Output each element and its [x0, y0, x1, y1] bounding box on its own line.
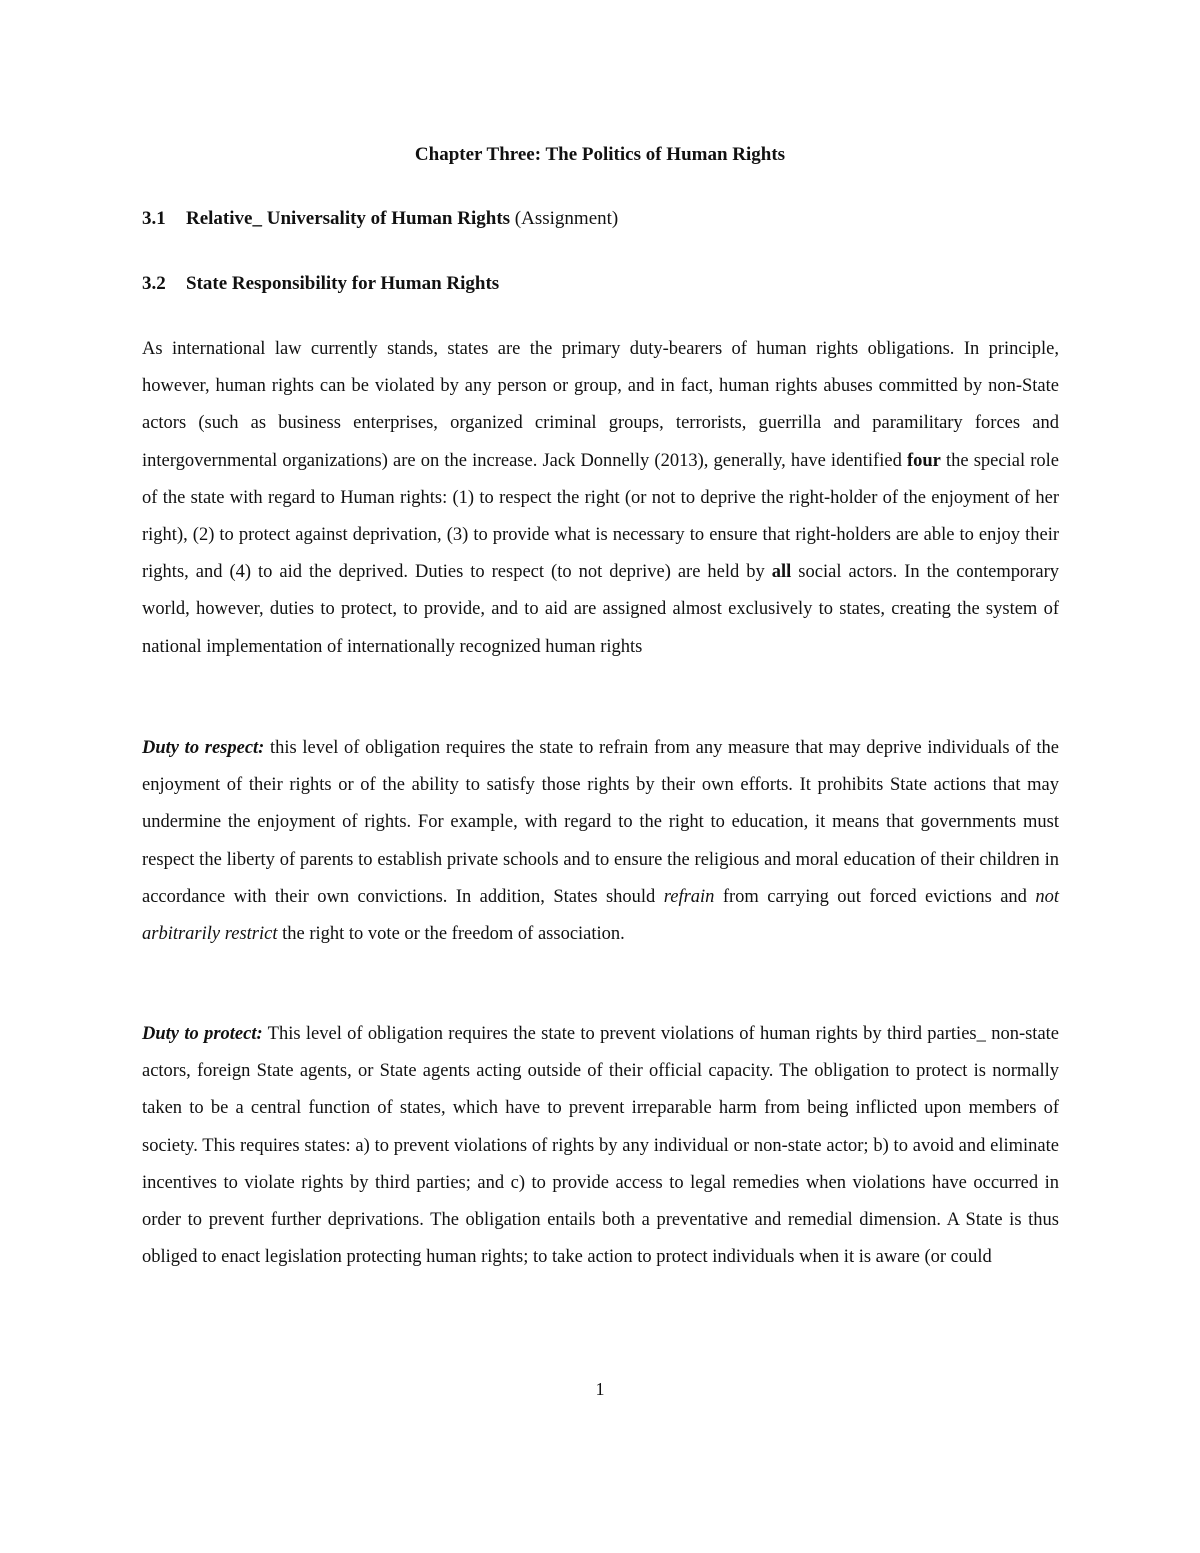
paragraph-state-duties: [142, 331, 1059, 666]
emphasis-four: four: [906, 450, 941, 471]
page-number: 1: [595, 1379, 605, 1399]
section-title: State Responsibility for Human Rights: [186, 273, 500, 294]
paragraph-duty-to-protect: [142, 1016, 1059, 1276]
paragraph-duty-to-respect: [142, 730, 1059, 953]
paragraph-lead-term: Duty to protect:: [142, 1024, 263, 1044]
text-run: This level of obligation requires the state to prevent violations of human rights by third parties_ non-state actors, foreign State agents, or State agents acting outside of their official capacity. The obligation to protect is normally taken to be a central function of states, which have to prevent irreparable harm from being inflicted upon members of society. This requires states: a) to prevent violations of rights by any individual or non-state actor; b) to avoid and eliminate incentives to violate rights by third parties; and c) to provide access to legal remedies when violations have occurred in order to prevent further deprivations. The obligation entails both a preventative and remedial dimension. A State is thus obliged to enact legislation protecting human rights; to take action to protect individuals when it is aware (or could: [142, 1024, 1060, 1268]
text-run: social actors. In the contemporary world, however, duties to protect, to provide, and to aid are assigned almost exclusively to states, creating the system of national implementation of internationally recognized human rights: [142, 562, 1059, 657]
section-number: 3.1: [142, 208, 166, 229]
emphasis-refrain: refrain: [663, 886, 715, 907]
text-run: this level of obligation requires the state to refrain from any measure that may deprive individuals of the enjoyment of their rights or of the ability to satisfy those rights by their own efforts. It prohibits State actions that may undermine the enjoyment of rights. For example, with regard to the right to education, it means that governments must respect the liberty of parents to establish private schools and to ensure the religious and moral education of their children in accordance with their own convictions. In addition, States should: [142, 738, 1059, 907]
emphasis-all: all: [771, 562, 792, 583]
section-number: 3.2: [142, 273, 166, 294]
section-heading-3-2: [142, 270, 499, 298]
emphasis-not-arbitrarily-restrict: not arbitrarily restrict: [142, 886, 1059, 945]
section-title-note: (Assignment): [510, 208, 619, 229]
text-run: As international law currently stands, states are the primary duty-bearers of human rights obligations. In principle, however, human rights can be violated by any person or group, and in fact, human rights abuses committed by non-State actors (such as business enterprises, organized criminal groups, terrorists, guerrilla and paramilitary forces and intergovernmental organizations) are on the increase. Jack Donnelly (2013), generally, have identified: [142, 339, 1059, 471]
paragraph-lead-term: Duty to respect:: [142, 738, 265, 758]
section-heading-3-1: [142, 205, 618, 233]
chapter-title: Chapter Three: The Politics of Human Rights: [414, 144, 786, 165]
text-run: the right to vote or the freedom of association.: [277, 924, 625, 945]
section-title: Relative_ Universality of Human Rights: [186, 208, 511, 229]
text-run: from carrying out forced evictions and: [714, 886, 1036, 907]
text-run: the special role of the state with regard to Human rights: (1) to respect the right (or not to deprive the right-holder of the enjoyment of her right), (2) to protect against deprivation, (3) to provide what is necessary to ensure that right-holders are able to enjoy their rights, and (4) to aid the deprived. Duties to respect (to not deprive) are held by: [142, 450, 1059, 583]
